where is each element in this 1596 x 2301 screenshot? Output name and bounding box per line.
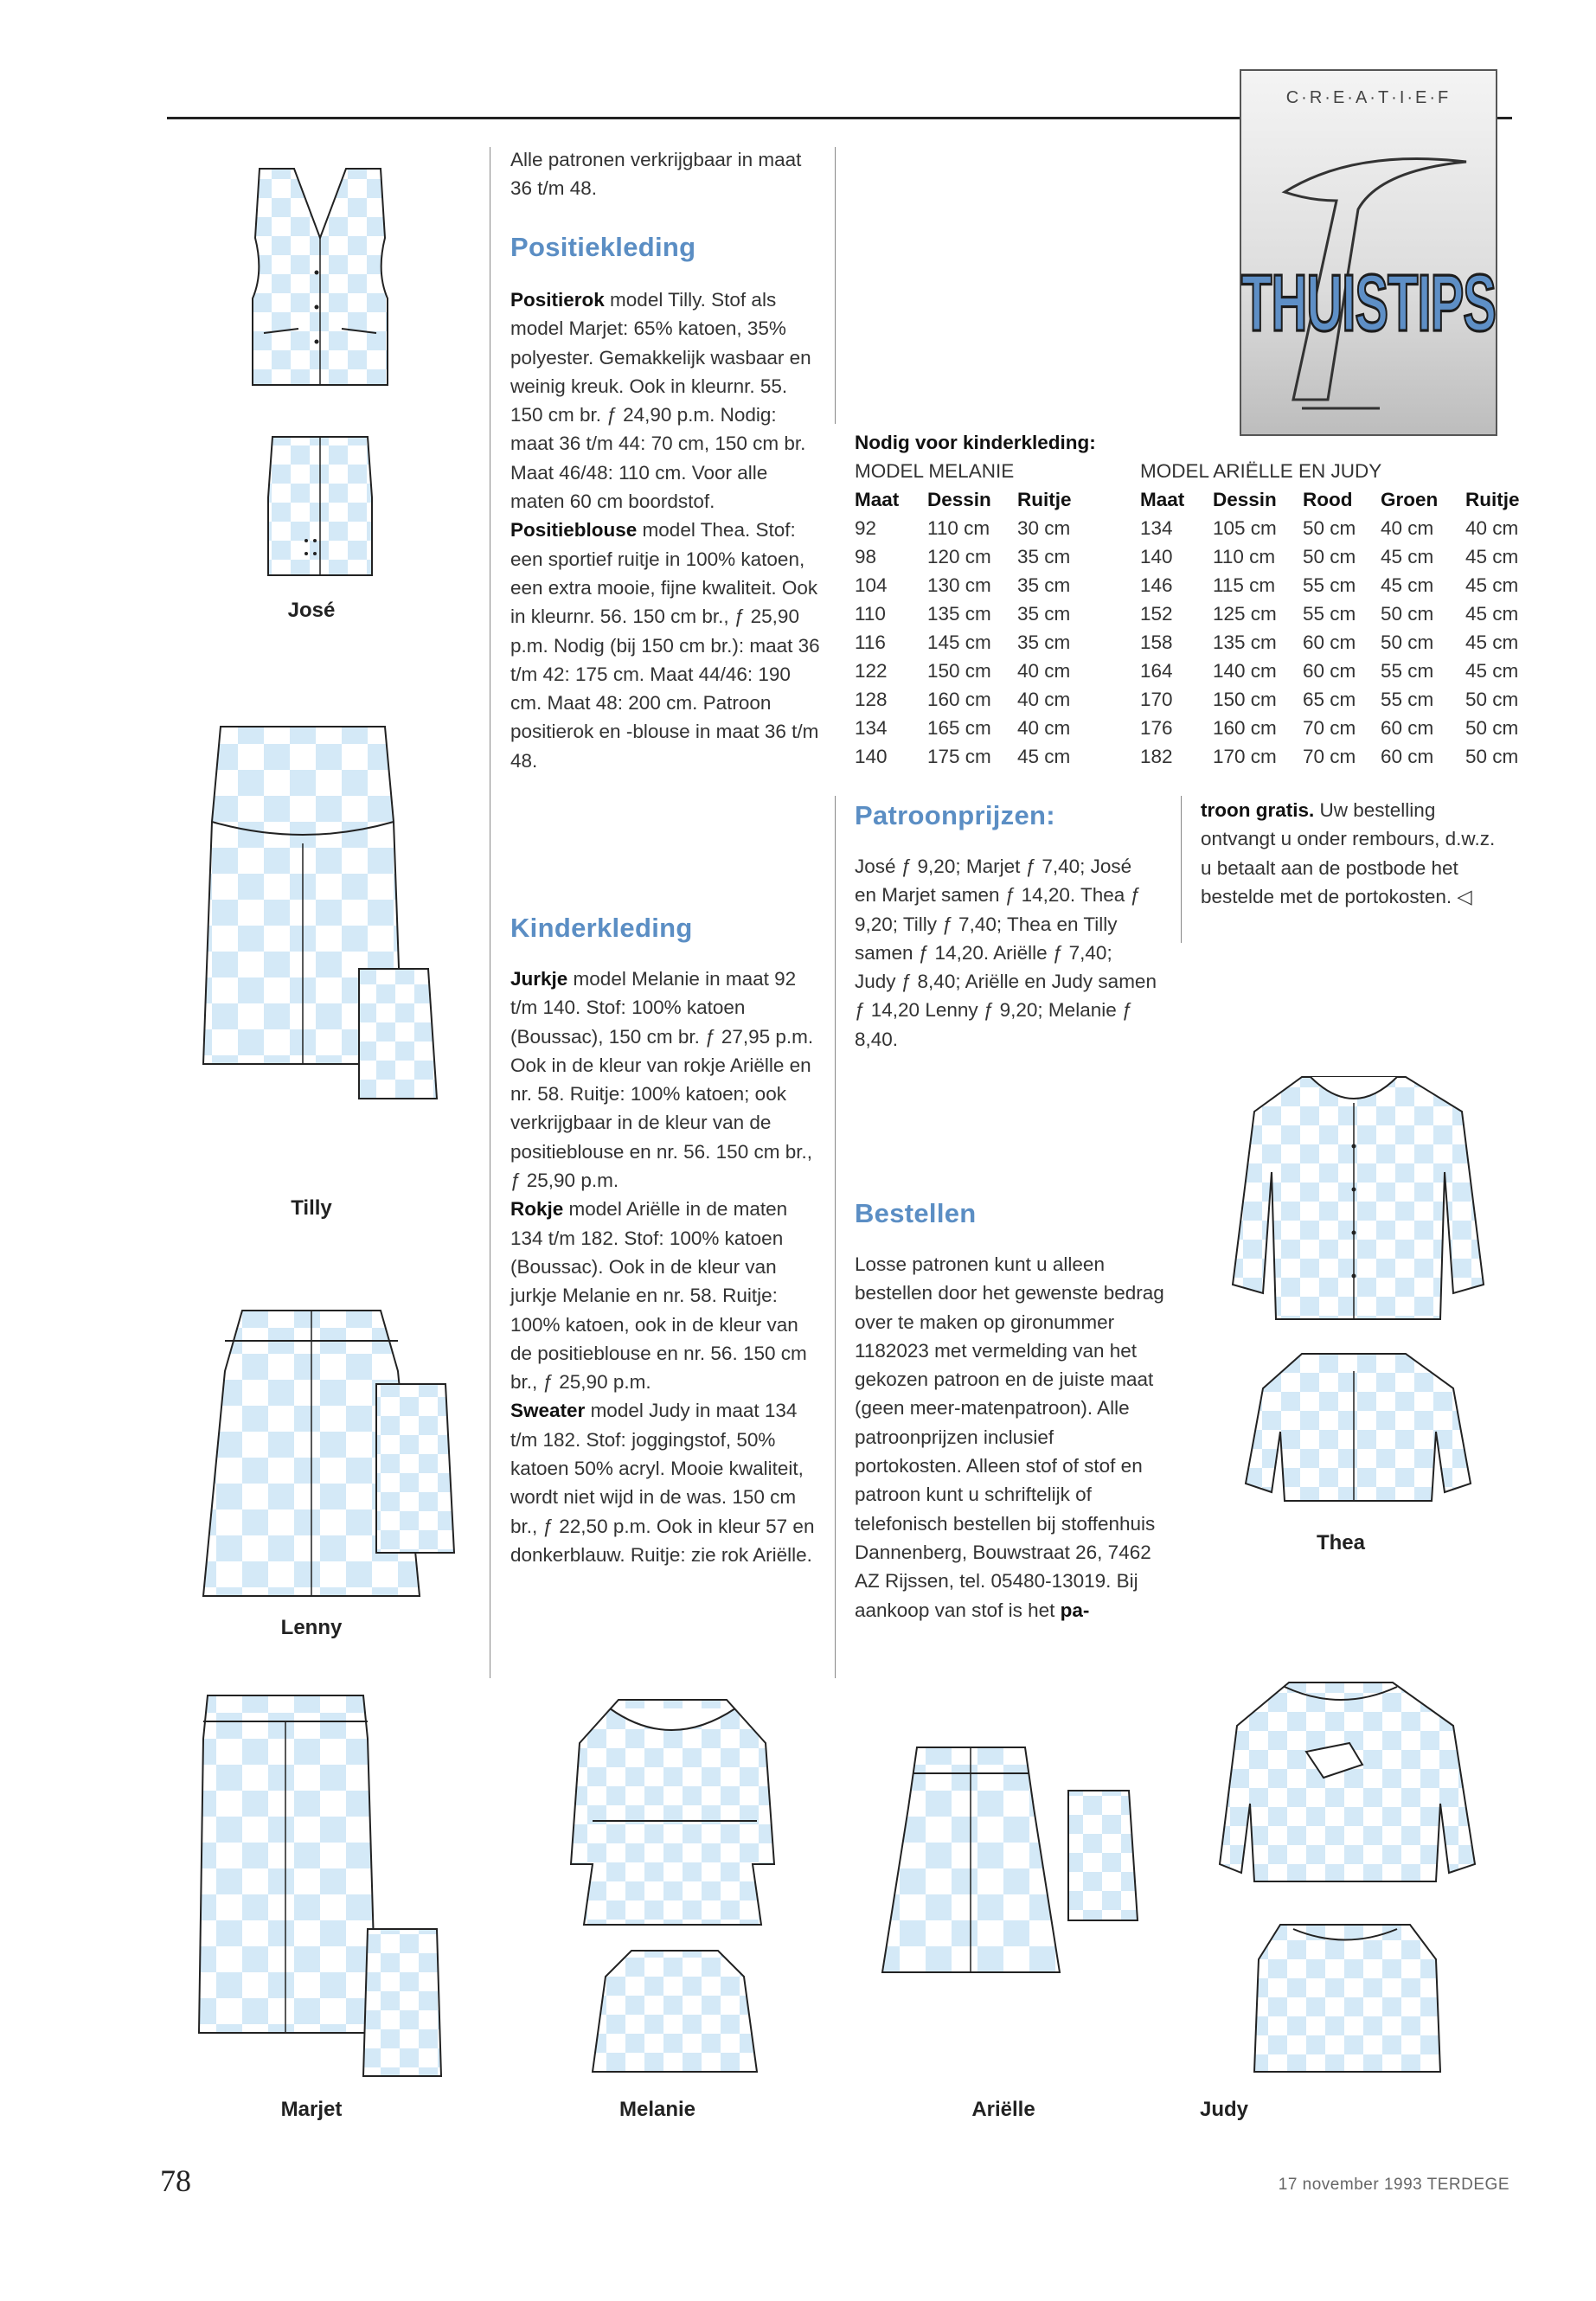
- sweater-text: model Judy in maat 134 t/m 182. Stof: joggingstof, 50% katoen 50% acryl. Mooie kwaliteit, wordt niet wijd in de was. 150 cm br., ƒ 22,50 p.m. Ook in kleur 57 en donkerblauw. Ruitje: zie rok Ariëlle.: [510, 1400, 815, 1566]
- melanie-dress-illustration: [549, 1691, 800, 2089]
- term-sweater: Sweater: [510, 1400, 586, 1422]
- table-cell: 35 cm: [1017, 574, 1071, 596]
- positiekleding-text: [510, 285, 822, 775]
- table-cell: 35 cm: [1017, 546, 1071, 567]
- caption-lenny: Lenny: [280, 1616, 343, 1639]
- column-rule: [835, 147, 836, 424]
- table-header-cell: Dessin: [1213, 489, 1277, 510]
- table-cell: 50 cm: [1303, 546, 1356, 567]
- table-cell: 134: [1140, 517, 1173, 539]
- jose-vest-illustration: [234, 160, 407, 593]
- table-row: [1140, 714, 1535, 742]
- table-cell: 40 cm: [1017, 717, 1071, 739]
- positieblouse-text: model Thea. Stof: een sportief ruitje in 100% katoen, een extra mooie, fijne kwaliteit. Ook in kleurnr. 56. 150 cm br., ƒ 25,90 p.m. Nodig (bij 150 cm br.): maat 36 t/m 42: 175 cm. Maat 44/46: 190 cm. Maat 48: 200 cm. Patroon positierok en -blouse in maat 36 t/m 48.: [510, 519, 820, 772]
- table-cell: 50 cm: [1465, 746, 1519, 767]
- thuistips-logo: [1240, 69, 1497, 436]
- term-positieblouse: Positieblouse: [510, 519, 638, 542]
- table-cell: 55 cm: [1381, 689, 1434, 710]
- intro-text: Alle patronen verkrijgbaar in maat 36 t/m 48.: [510, 149, 802, 200]
- term-rokje: Rokje: [510, 1198, 564, 1221]
- table-cell: 35 cm: [1017, 603, 1071, 625]
- table-cell: 170: [1140, 689, 1173, 710]
- table-cell: 40 cm: [1465, 517, 1519, 539]
- table-row: [1140, 514, 1535, 542]
- caption-thea: Thea: [1316, 1531, 1365, 1554]
- order-bold-cont: troon gratis.: [1201, 799, 1315, 821]
- judy-sweater-illustration: [1211, 1674, 1488, 2089]
- table-cell: 158: [1140, 631, 1173, 653]
- table-cell: 170 cm: [1213, 746, 1277, 767]
- caption-arielle: Ariëlle: [971, 2098, 1035, 2121]
- table-cell: 92: [855, 517, 877, 539]
- table-cell: 105 cm: [1213, 517, 1277, 539]
- table-cell: 50 cm: [1381, 603, 1434, 625]
- table-row: [1140, 742, 1535, 771]
- table-row: [1140, 542, 1535, 571]
- rokje-text: model Ariëlle in de maten 134 t/m 182. Stof: 100% katoen (Boussac). Ook in de kleur van jurkje Melanie en nr. 58. Ruitje: 100% katoen, ook in de kleur van de positieblouse en nr. 56. 150 cm br., ƒ 25,90 p.m.: [510, 1198, 807, 1394]
- table-cell: 50 cm: [1465, 689, 1519, 710]
- table-header-cell: Maat: [1140, 489, 1185, 510]
- table-row: [855, 571, 1112, 599]
- table-row: [1140, 571, 1535, 599]
- table-cell: 60 cm: [1303, 631, 1356, 653]
- table-cell: 182: [1140, 746, 1173, 767]
- table-cell: 40 cm: [1017, 689, 1071, 710]
- table-cell: 55 cm: [1381, 660, 1434, 682]
- patroonprijzen-text: [855, 852, 1157, 1054]
- heading-positiekleding: Positiekleding: [510, 232, 696, 262]
- table-cell: 50 cm: [1465, 717, 1519, 739]
- table-cell: 140 cm: [1213, 660, 1277, 682]
- table-cell: 70 cm: [1303, 717, 1356, 739]
- table-row: [855, 742, 1112, 771]
- column-rule: [835, 796, 836, 1678]
- table-cell: 98: [855, 546, 877, 567]
- table-cell: 40 cm: [1017, 660, 1071, 682]
- table-cell: 175 cm: [927, 746, 991, 767]
- table-cell: 60 cm: [1303, 660, 1356, 682]
- table-row: [855, 714, 1112, 742]
- heading-patroonprijzen: Patroonprijzen:: [855, 800, 1055, 830]
- table-header-cell: Ruitje: [1017, 489, 1072, 510]
- table-cell: 110: [855, 603, 886, 625]
- table-cell: 45 cm: [1381, 574, 1434, 596]
- heading-bestellen: Bestellen: [855, 1198, 977, 1228]
- table-title: Nodig voor kinderkleding:: [855, 432, 1096, 453]
- table-header-cell: Dessin: [927, 489, 991, 510]
- table-cell: 55 cm: [1303, 603, 1356, 625]
- table-cell: 116: [855, 631, 886, 653]
- table-arielle-judy: [1140, 485, 1535, 771]
- heading-kinderkleding: Kinderkleding: [510, 913, 693, 943]
- table-row: [855, 599, 1112, 628]
- order-continued-text: Uw bestelling ontvangt u onder rembours, d.w.z. u betaalt aan de postbode het bestelde met de portokosten. ◁: [1201, 799, 1496, 907]
- table-cell: 176: [1140, 717, 1173, 739]
- table-cell: 50 cm: [1303, 517, 1356, 539]
- table-cell: 130 cm: [927, 574, 991, 596]
- table-row: [1140, 657, 1535, 685]
- table-cell: 45 cm: [1465, 546, 1519, 567]
- table-cell: 45 cm: [1465, 660, 1519, 682]
- table-cell: 60 cm: [1381, 717, 1434, 739]
- table-cell: 104: [855, 574, 888, 596]
- table-cell: 120 cm: [927, 546, 991, 567]
- table-row: [855, 628, 1112, 657]
- logo-thuistips: THUISTIPS: [1241, 258, 1496, 349]
- table-cell: 125 cm: [1213, 603, 1277, 625]
- table-header-cell: Maat: [855, 489, 900, 510]
- table-cell: 45 cm: [1465, 631, 1519, 653]
- table-cell: 165 cm: [927, 717, 991, 739]
- table-row: [1140, 599, 1535, 628]
- table-cell: 45 cm: [1381, 546, 1434, 567]
- table-cell: 135 cm: [1213, 631, 1277, 653]
- table-cell: 160 cm: [927, 689, 991, 710]
- table-header-cell: Groen: [1381, 489, 1439, 510]
- table-melanie: [855, 485, 1112, 771]
- table-row: [1140, 628, 1535, 657]
- jurkje-text: model Melanie in maat 92 t/m 140. Stof: 100% katoen (Boussac), 150 cm br. ƒ 27,95 p.m. Ook in de kleur van rokje Ariëlle en nr. 58. Ruitje: 100% katoen; ook verkrijgbaar in de kleur van de positieblouse en nr. 56. 150 cm br., ƒ 25,90 p.m.: [510, 968, 814, 1192]
- term-jurkje: Jurkje: [510, 968, 568, 990]
- table-cell: 128: [855, 689, 888, 710]
- table-header-cell: Ruitje: [1465, 489, 1520, 510]
- positierok-text: model Tilly. Stof als model Marjet: 65% katoen, 35% polyester. Gemakkelijk wasbaar en weinig kreuk. Ook in kleurnr. 55. 150 cm br. ƒ 24,90 p.m. Nodig: maat 36 t/m 44: 70 cm, 150 cm br. Maat 46/48: 110 cm. Voor alle maten 60 cm boordstof.: [510, 289, 811, 513]
- table-row: [855, 514, 1112, 542]
- table-cell: 45 cm: [1465, 574, 1519, 596]
- caption-marjet: Marjet: [280, 2098, 343, 2121]
- bestellen-continued: [1201, 796, 1503, 911]
- order-text: Losse patronen kunt u alleen bestellen door het gewenste bedrag over te maken op gironummer 1182023 met vermelding van het gekozen patroon en de juiste maat (geen meer-matenpatroon). Alle patroonprijzen inclusief portokosten. Alleen stof of stof en patroon kunt u schriftelijk of telefonisch bestellen bij stoffenhuis Dannenberg, Bouwstraat 26, 7462 AZ Rijssen, tel. 05480-13019. Bij aankoop van stof is het: [855, 1253, 1164, 1621]
- table-row: [855, 657, 1112, 685]
- article-column-1: [510, 145, 822, 203]
- caption-judy: Judy: [1199, 2098, 1248, 2121]
- page-number: 78: [160, 2163, 191, 2198]
- table-cell: 110 cm: [927, 517, 990, 539]
- table-cell: 55 cm: [1303, 574, 1356, 596]
- table-cell: 35 cm: [1017, 631, 1071, 653]
- table-cell: 150 cm: [927, 660, 991, 682]
- table-cell: 140: [1140, 546, 1173, 567]
- table-cell: 140: [855, 746, 888, 767]
- table-cell: 150 cm: [1213, 689, 1277, 710]
- arielle-skirt-illustration: [874, 1739, 1151, 1998]
- table-cell: 152: [1140, 603, 1173, 625]
- caption-jose: José: [287, 599, 336, 622]
- table-model-arielle: MODEL ARIËLLE EN JUDY: [1140, 460, 1382, 482]
- table-cell: 65 cm: [1303, 689, 1356, 710]
- table-cell: 30 cm: [1017, 517, 1071, 539]
- tilly-skirt-illustration: [186, 718, 454, 1116]
- table-cell: 122: [855, 660, 888, 682]
- table-row: [855, 542, 1112, 571]
- table-cell: 115 cm: [1213, 574, 1276, 596]
- table-cell: 134: [855, 717, 888, 739]
- table-cell: 146: [1140, 574, 1173, 596]
- table-cell: 160 cm: [1213, 717, 1277, 739]
- page-footer: 17 november 1993 TERDEGE: [1278, 2176, 1509, 2194]
- kinderkleding-text: [510, 965, 822, 1569]
- table-cell: 110 cm: [1213, 546, 1276, 567]
- logo-creatief: C·R·E·A·T·I·E·F: [1285, 88, 1452, 107]
- prices-text: José ƒ 9,20; Marjet ƒ 7,40; José en Marjet samen ƒ 14,20. Thea ƒ 9,20; Tilly ƒ 7,40; Thea en Tilly samen ƒ 14,20. Ariëlle ƒ 7,40; Judy ƒ 8,40; Ariëlle en Judy samen ƒ 14,20 Lenny ƒ 9,20; Melanie ƒ 8,40.: [855, 856, 1157, 1050]
- table-cell: 145 cm: [927, 631, 991, 653]
- table-cell: 45 cm: [1017, 746, 1071, 767]
- bestellen-text: [855, 1250, 1166, 1625]
- table-row: [1140, 685, 1535, 714]
- table-row: [855, 685, 1112, 714]
- table-model-melanie: MODEL MELANIE: [855, 460, 1015, 482]
- caption-tilly: Tilly: [291, 1196, 332, 1220]
- table-cell: 50 cm: [1381, 631, 1434, 653]
- marjet-skirt-illustration: [190, 1687, 450, 2085]
- table-cell: 60 cm: [1381, 746, 1434, 767]
- lenny-skirt-illustration: [190, 1302, 467, 1613]
- table-cell: 70 cm: [1303, 746, 1356, 767]
- table-cell: 164: [1140, 660, 1173, 682]
- order-bold-end: pa-: [1060, 1599, 1090, 1621]
- caption-melanie: Melanie: [619, 2098, 696, 2121]
- thea-blouse-illustration: [1224, 1068, 1492, 1509]
- column-rule: [1181, 796, 1182, 943]
- table-cell: 45 cm: [1465, 603, 1519, 625]
- table-header-cell: Rood: [1303, 489, 1353, 510]
- term-positierok: Positierok: [510, 289, 605, 311]
- table-cell: 40 cm: [1381, 517, 1434, 539]
- table-cell: 135 cm: [927, 603, 991, 625]
